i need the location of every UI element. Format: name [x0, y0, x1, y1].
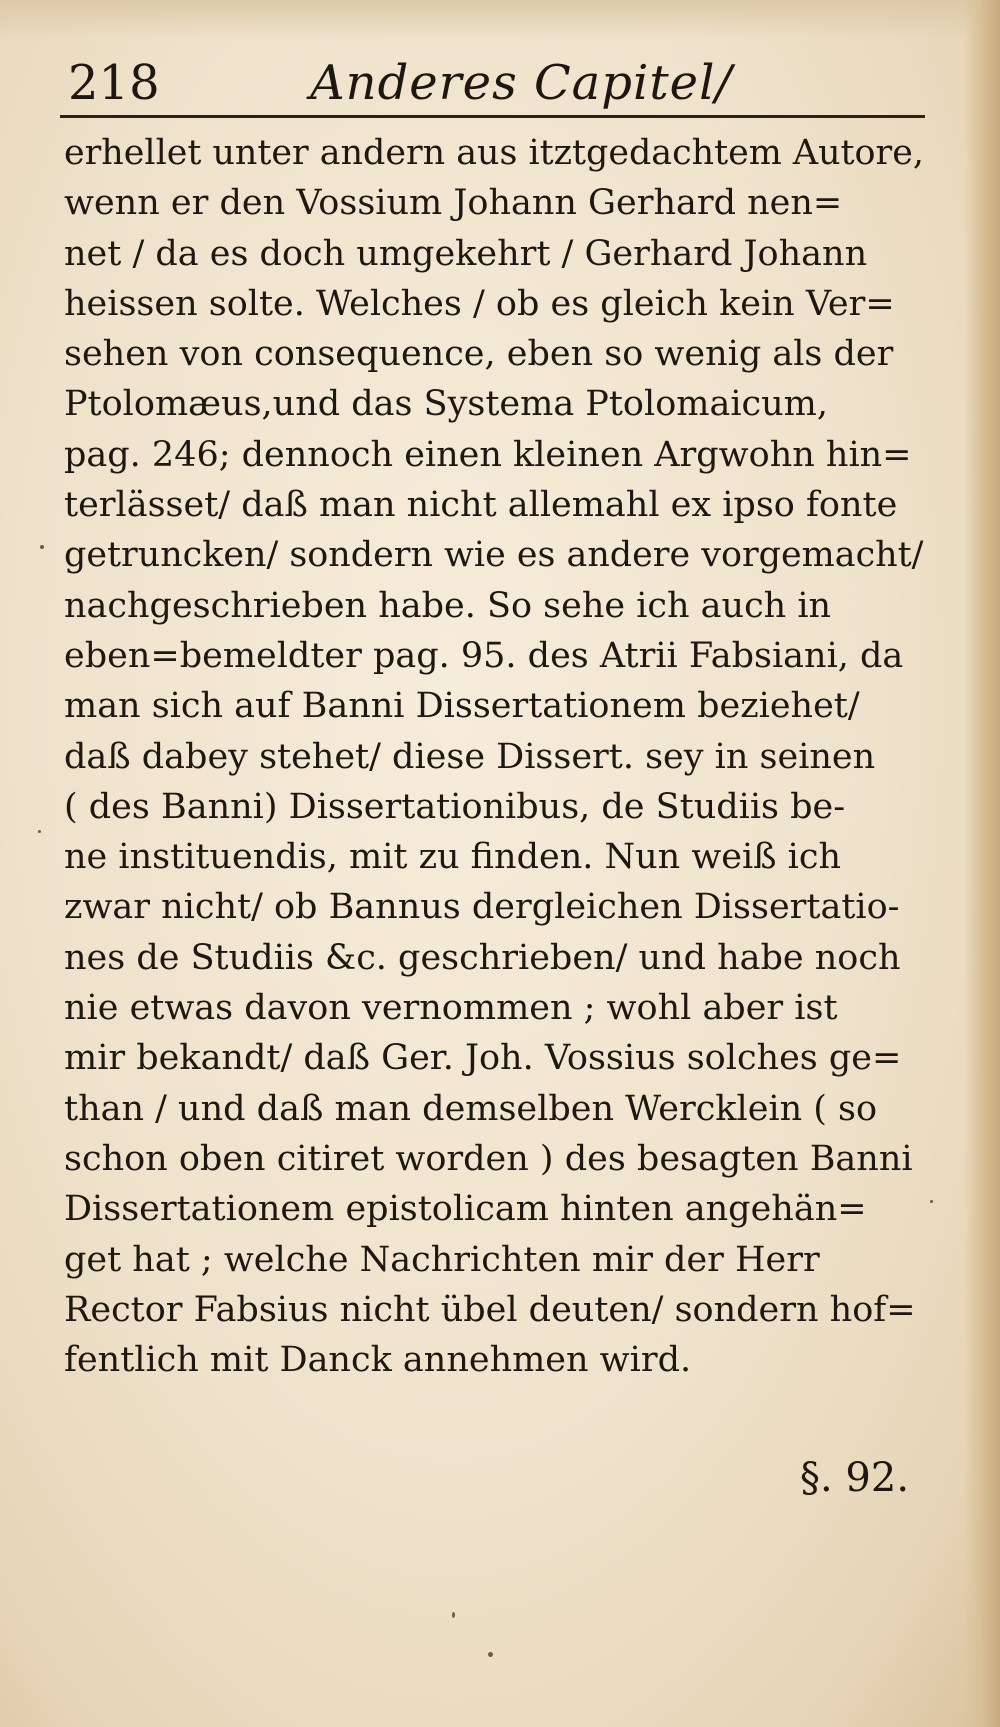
page-header [60, 55, 940, 125]
text-line: Rector Fabsius nicht übel deuten/ sondern hof= [64, 1289, 916, 1330]
text-line: heissen solte. Welches / ob es gleich kein Ver= [64, 283, 895, 324]
text-line: getruncken/ sondern wie es andere vorgemacht/ [64, 535, 924, 576]
text-line: eben=bemeldter pag. 95. des Atrii Fabsiani, da [64, 635, 904, 676]
text-line: pag. 246; dennoch einen kleinen Argwohn hin= [64, 434, 912, 475]
paper-speck [38, 830, 41, 833]
page-edge-shadow [964, 0, 1000, 1727]
page-top-shadow [0, 0, 1000, 40]
text-line: man sich auf Banni Dissertationem beziehet/ [64, 686, 860, 727]
text-line: nachgeschrieben habe. So sehe ich auch in [64, 585, 832, 626]
body-text [64, 128, 944, 1385]
text-line: than / und daß man demselben Wercklein ( so [64, 1088, 878, 1129]
text-line: Dissertationem epistolicam hinten angehän= [64, 1189, 867, 1230]
text-line: fentlich mit Danck annehmen wird. [64, 1340, 692, 1381]
text-line: nes de Studiis &c. geschrieben/ und habe noch [64, 937, 901, 978]
paper-speck [452, 1612, 455, 1618]
text-line: mir bekandt/ daß Ger. Joh. Vossius solches ge= [64, 1038, 902, 1079]
catchword: §. 92. [800, 1455, 910, 1501]
text-line: Ptolomæus,und das Systema Ptolomaicum, [64, 384, 828, 425]
text-line: get hat ; welche Nachrichten mir der Herr [64, 1239, 820, 1280]
text-line: erhellet unter andern aus itztgedachtem Autore, [64, 133, 924, 173]
page-number: 218 [68, 55, 160, 111]
running-head: Anderes Capitel/ [310, 55, 733, 111]
text-line: wenn er den Vossium Johann Gerhard nen= [64, 183, 843, 224]
text-line: schon oben citiret worden ) des besagten Banni [64, 1138, 913, 1179]
header-rule [60, 115, 925, 118]
text-line: ne instituendis, mit zu finden. Nun weiß ich [64, 837, 842, 878]
paper-speck [40, 545, 44, 549]
text-line: nie etwas davon vernommen ; wohl aber ist [64, 988, 838, 1029]
paper-speck [488, 1652, 493, 1657]
text-line: ( des Banni) Dissertationibus, de Studiis be- [64, 786, 846, 827]
text-line: net / da es doch umgekehrt / Gerhard Johann [64, 233, 868, 274]
text-line: daß dabey stehet/ diese Dissert. sey in seinen [64, 736, 876, 777]
text-line: terlässet/ daß man nicht allemahl ex ipso fonte [64, 485, 898, 526]
text-line: zwar nicht/ ob Bannus dergleichen Dissertatio- [64, 887, 900, 928]
text-line: sehen von consequence, eben so wenig als der [64, 334, 894, 375]
paper-speck [930, 1200, 933, 1203]
